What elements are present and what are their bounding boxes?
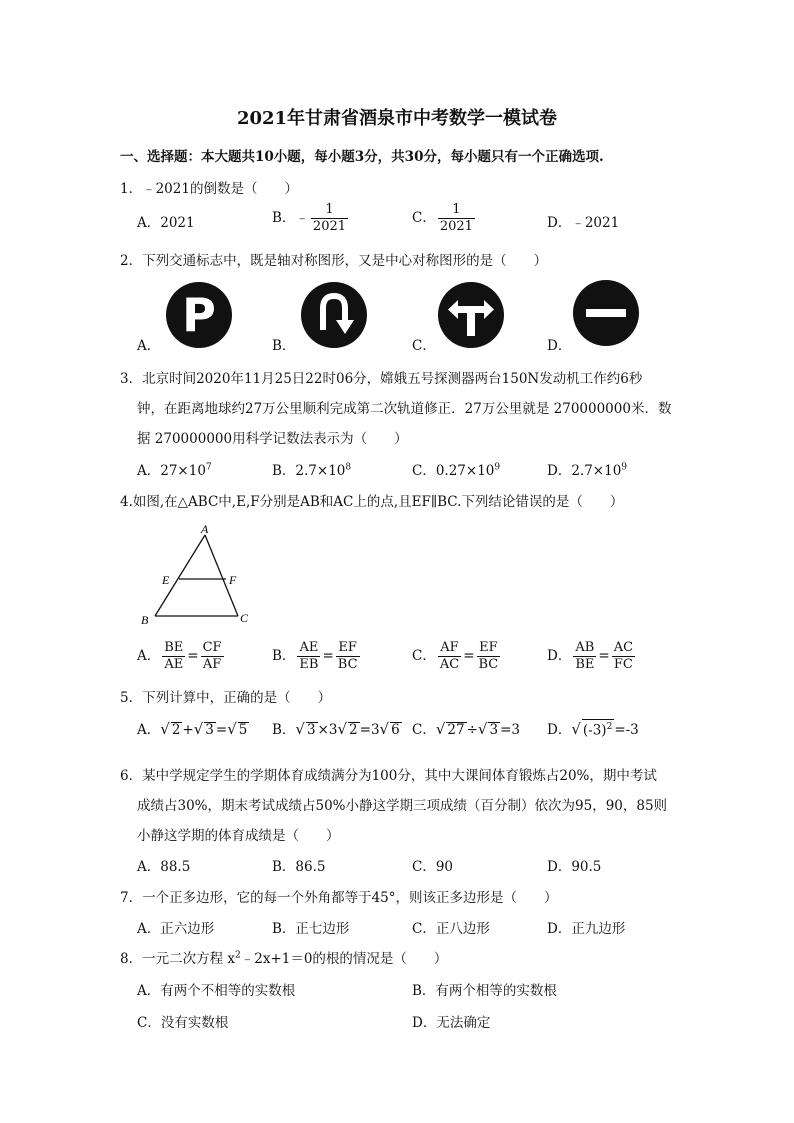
q5-option-d: D．√ $(-3)^2 =-3$: [547, 720, 639, 738]
question-2-stem: 2．下列交通标志中，既是轴对称图形，又是中心对称图形的是（ ）: [120, 253, 548, 269]
sign-no-entry-icon: [573, 280, 639, 346]
label-e: E: [162, 573, 170, 587]
q2-option-a: A．: [137, 338, 161, 354]
question-3-line-1: 3．北京时间2020年11月25日22时06分，嫦娥五号探测器两台150N发动机工作约6秒: [120, 371, 643, 387]
q7-option-d: D．正九边形: [547, 921, 626, 937]
q4-option-b: B． $\frac{AE}{EB}$ = $\frac{EF}{BC}$: [272, 640, 358, 672]
sign-turn-left-right-icon: [438, 282, 504, 348]
question-7-stem: 7．一个正多边形，它的每一个外角都等于45°，则该正多边形是（ ）: [120, 890, 558, 906]
question-8-stem: 8．一元二次方程 $x^2﹣2x+1=0$的根的情况是（ ）: [120, 950, 448, 967]
q2-option-b: B．: [272, 338, 296, 354]
q6-option-b: B．86.5: [272, 859, 326, 875]
q6-option-c: C．90: [412, 859, 454, 875]
label-f: F: [229, 573, 237, 587]
q3-option-b: B．$2.7\times 10^8$: [272, 462, 352, 479]
q7-option-b: B．正七边形: [272, 921, 350, 937]
label-b: B: [141, 613, 149, 627]
sign-u-turn-icon: [301, 282, 367, 348]
question-6-line-2: 成绩占30%，期末考试成绩占50%小静这学期三项成绩（百分制）依次为95，90，85则: [137, 798, 668, 814]
q8-option-c: C．没有实数根: [137, 1015, 229, 1031]
question-6-line-3: 小静这学期的体育成绩是（ ）: [137, 828, 340, 844]
q7-option-c: C．正八边形: [412, 921, 490, 937]
q8-option-a: A．有两个不相等的实数根: [137, 983, 296, 999]
q4-option-d: D． $\frac{AB}{BE}$ = $\frac{AC}{FC}$: [547, 640, 634, 672]
q5-option-b: B．√ 3 ×3√ 2 =3√ 6: [272, 720, 400, 738]
q1-option-b: B．﹣ $\frac{1}{2021}$: [272, 202, 347, 234]
question-5-stem: 5．下列计算中，正确的是（ ）: [120, 690, 332, 706]
section-heading: 一、选择题：本大题共10小题，每小题3分，共30分，每小题只有一个正确选项.: [120, 149, 604, 165]
q3-option-c: C．$0.27\times 10^9$: [412, 462, 501, 479]
triangle-figure: [135, 520, 265, 630]
question-1-stem: 1．﹣2021的倒数是（ ）: [120, 181, 298, 197]
q4-option-c: C． $\frac{AF}{AC}$ = $\frac{EF}{BC}$: [412, 640, 499, 672]
page-title: 2021年甘肃省酒泉市中考数学一模试卷: [236, 108, 558, 129]
q1-option-d: D．﹣2021: [547, 215, 620, 231]
q5-option-a: A．√ 2 +√ 3 =√ 5: [137, 720, 248, 738]
q3-option-a: A．$27\times 10^7$: [137, 462, 212, 479]
q1-option-c: C． $\frac{1}{2021}$: [412, 202, 473, 234]
sign-parking-icon: P: [166, 282, 232, 348]
q4-option-a: A． $\frac{BE}{AE}$ = $\frac{CF}{AF}$: [137, 640, 222, 672]
label-c: C: [240, 611, 249, 625]
q1-b-fraction: $\frac{1}{2021}$: [312, 202, 347, 234]
q2-option-c: C．: [412, 338, 436, 354]
question-3-line-2: 钟，在距离地球约27万公里顺利完成第二次轨道修正．27万公里就是 270000000米．数: [137, 401, 672, 417]
question-3-line-3: 据 270000000用科学记数法表示为（ ）: [137, 431, 408, 447]
q6-option-d: D．90.5: [547, 859, 602, 875]
q8-option-b: B．有两个相等的实数根: [412, 983, 557, 999]
q5-option-c: C．√ 27 ÷√ 3 =3: [412, 720, 520, 738]
q6-option-a: A．88.5: [137, 859, 191, 875]
q7-option-a: A．正六边形: [137, 921, 215, 937]
q8-option-d: D．无法确定: [412, 1015, 491, 1031]
question-4-stem: 4.如图,在△ABC中,E,F分别是AB和AC上的点,且EF∥BC.下列结论错误的是（ ）: [120, 494, 624, 510]
label-a: A: [201, 522, 209, 536]
question-6-line-1: 6．某中学规定学生的学期体育成绩满分为100分，其中大课间体育锻炼占20%，期中考试: [120, 768, 657, 784]
q3-option-d: D．$2.7\times 10^9$: [547, 462, 628, 479]
q2-option-d: D．: [547, 338, 572, 354]
q1-option-a: A．2021: [137, 215, 195, 231]
q1-c-fraction: $\frac{1}{2021}$: [439, 202, 473, 234]
